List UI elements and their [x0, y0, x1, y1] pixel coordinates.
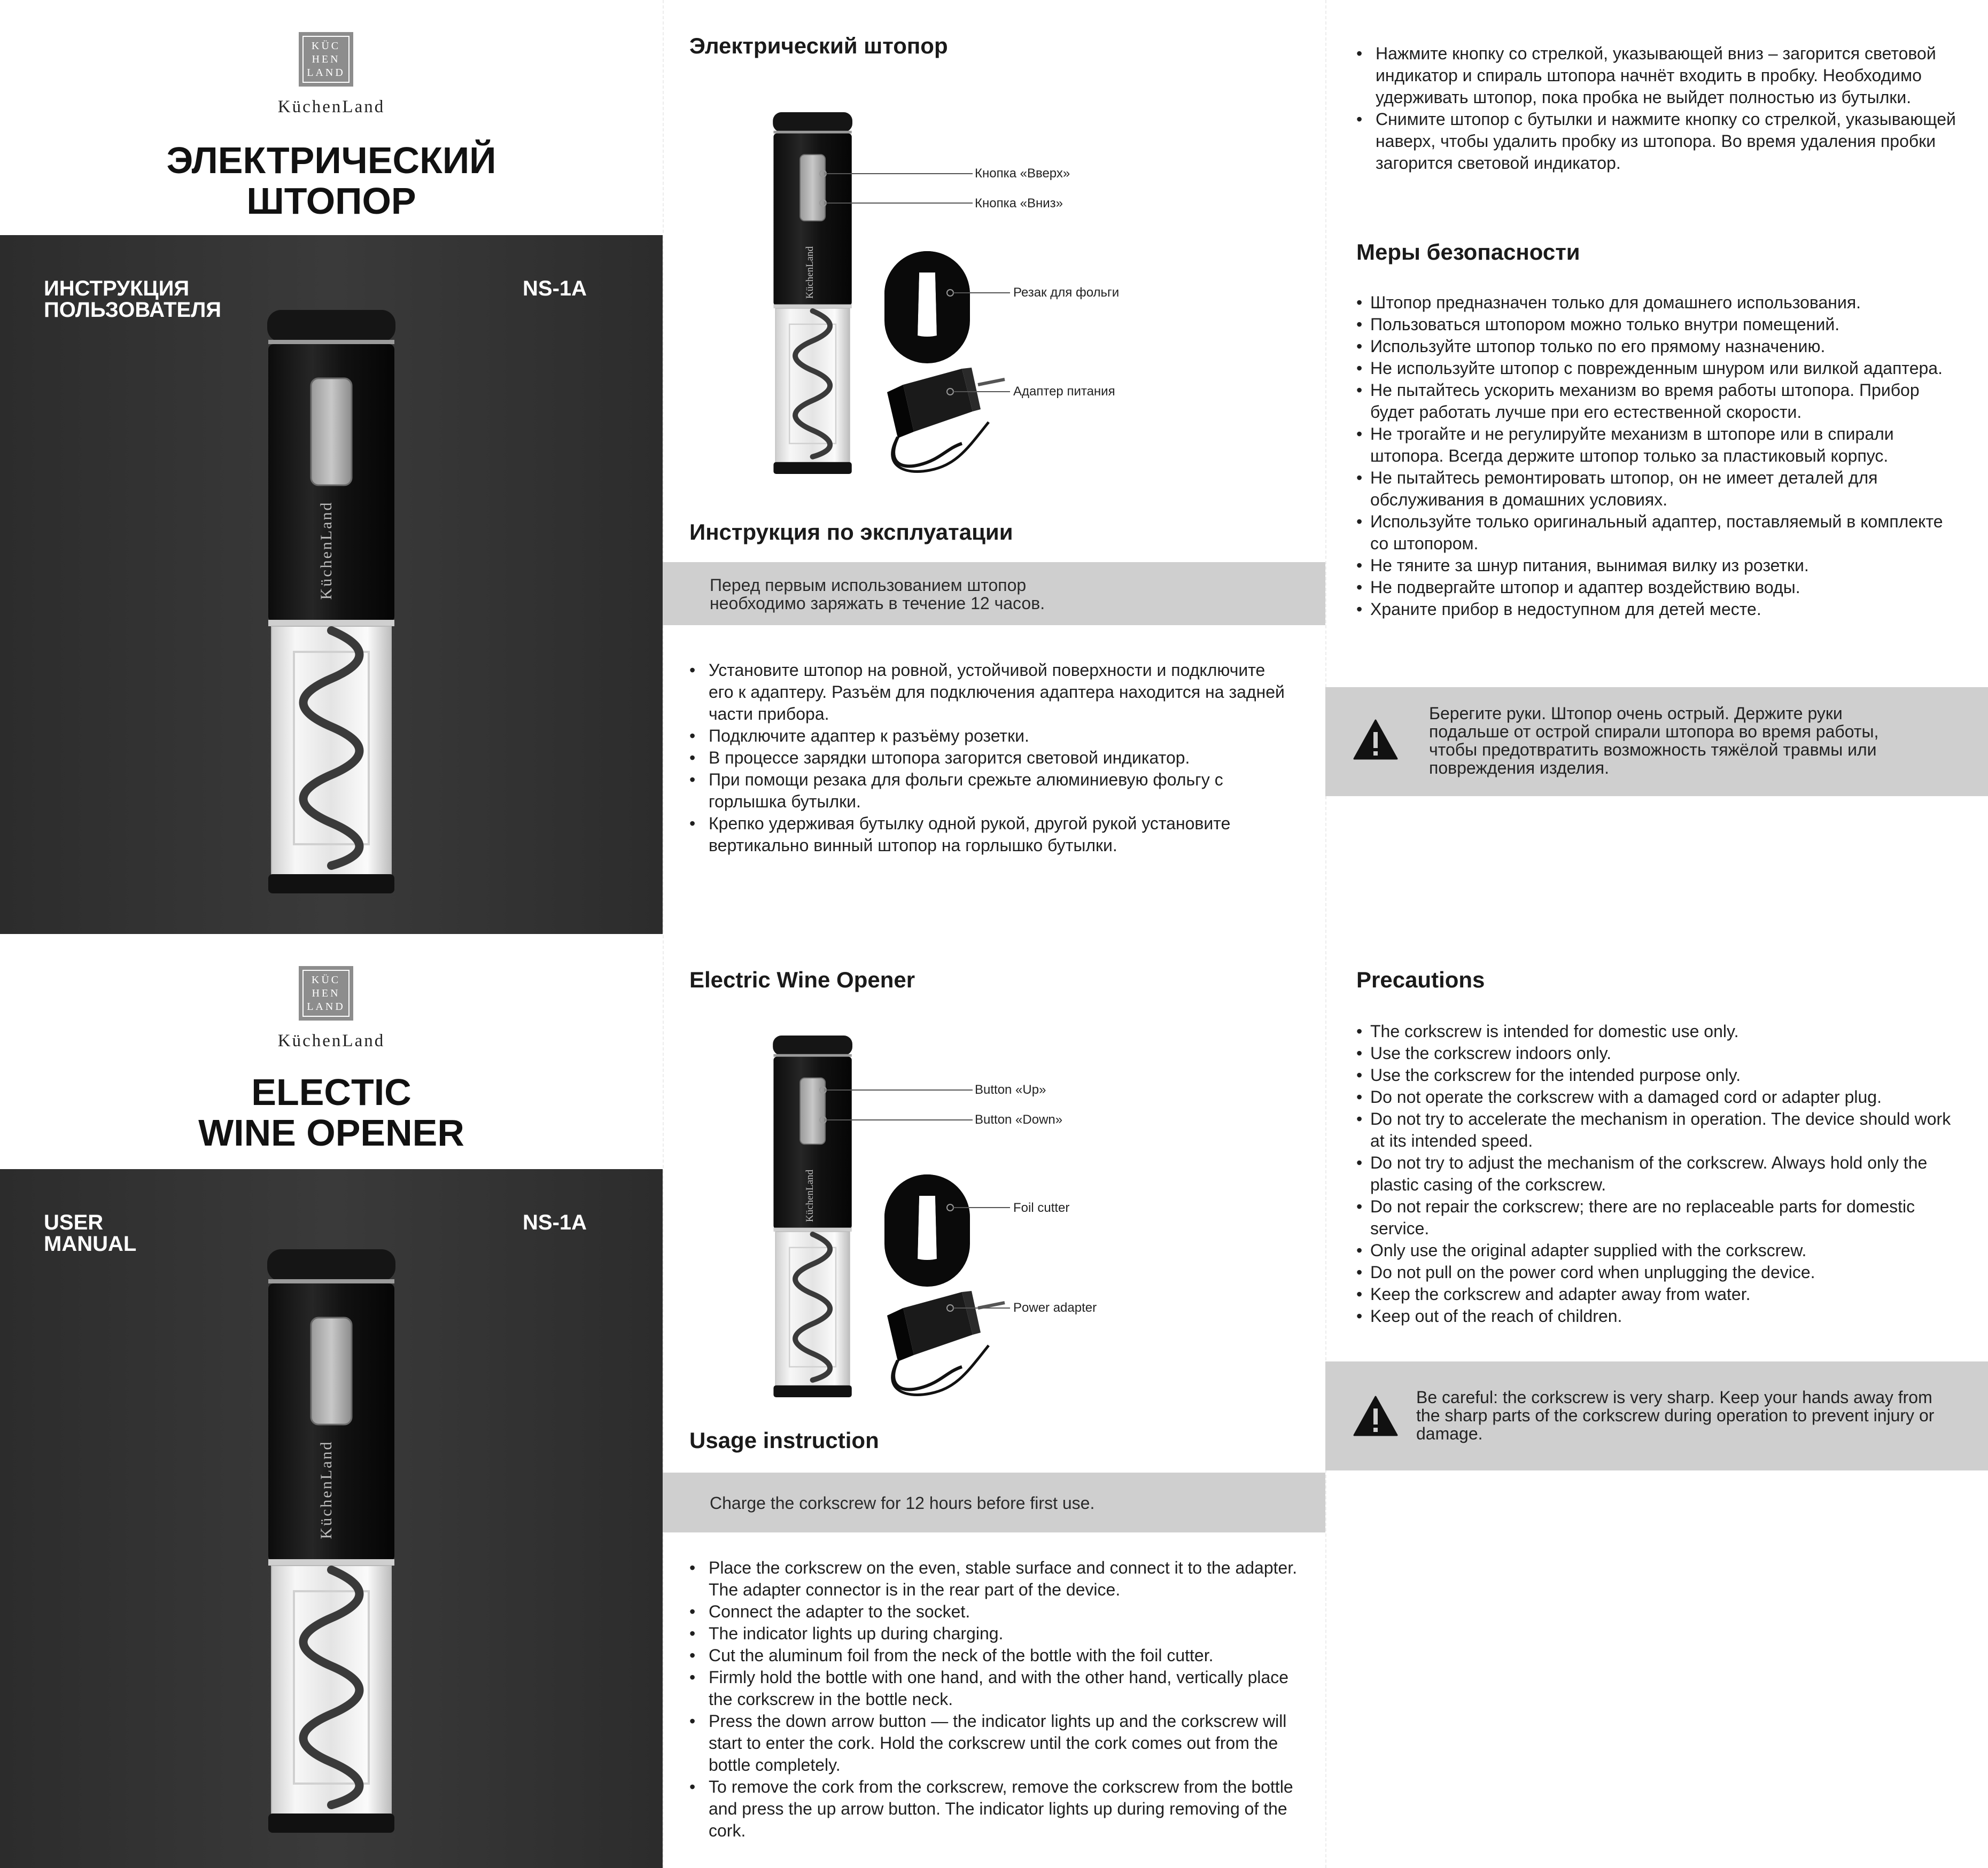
safety-item: • Не пытайтесь ускорить механизм во время работы штопора. Прибор будет работать лучше при его естественной скорости. [1356, 379, 1960, 423]
safety-item: • Не используйте штопор с поврежденным шнуром или вилкой адаптера. [1356, 357, 1960, 379]
usage-heading: Usage instruction [689, 1428, 879, 1453]
wine-opener-photo [262, 310, 401, 898]
safety-item: • Do not repair the corkscrew; there are no replaceable parts for domestic service. [1356, 1196, 1960, 1240]
usage-step: • Cut the aluminum foil from the neck of the bottle with the foil cutter. [689, 1645, 1299, 1667]
power-adapter-label: Power adapter [1013, 1301, 1097, 1315]
logo-line: KÜC [311, 40, 341, 52]
device-wordmark: KüchenLand [317, 1440, 335, 1539]
brand-logo [299, 966, 353, 1021]
model-label: NS-1A [523, 1211, 587, 1234]
warning-text: Берегите руки. Штопор очень острый. Держите руки подальше от острой спирали штопора во время работы, чтобы предотвратить возможность тяжёлой травмы или повреждения изделия. [1429, 704, 1879, 777]
device-wordmark: KüchenLand [317, 501, 335, 600]
button-up-label: Button «Up» [975, 1083, 1046, 1097]
usage-step: • The indicator lights up during charging. [689, 1623, 1299, 1645]
usage-step: • Подключите адаптер к разъёму розетки. [689, 725, 1288, 747]
safety-item: • Only use the original adapter supplied with the corkscrew. [1356, 1240, 1960, 1262]
diagram-heading: Электрический штопор [689, 33, 948, 58]
manual-label [44, 1212, 136, 1255]
device-wordmark: KüchenLand [804, 246, 816, 299]
safety-item: • Do not operate the corkscrew with a damaged cord or adapter plug. [1356, 1086, 1960, 1108]
column-divider [663, 0, 664, 1868]
device-wordmark: KüchenLand [804, 1169, 816, 1223]
safety-item: • Use the corkscrew for the intended purpose only. [1356, 1064, 1960, 1086]
usage-steps-continued [1356, 43, 1960, 174]
diagram-heading: Electric Wine Opener [689, 967, 915, 992]
manual-label [44, 278, 221, 321]
usage-steps [689, 1557, 1299, 1842]
usage-step: • В процессе зарядки штопора загорится световой индикатор. [689, 747, 1288, 769]
manual-label-line: ПОЛЬЗОВАТЕЛЯ [44, 298, 222, 322]
safety-item: • Do not pull on the power cord when unplugging the device. [1356, 1262, 1960, 1283]
usage-step: • Снимите штопор с бутылки и нажмите кнопку со стрелкой, указывающей наверх, чтобы удалить пробку из штопора. Во время удаления пробки загорится световой индикатор. [1356, 108, 1960, 174]
column-divider [1325, 0, 1326, 1868]
usage-step: • Firmly hold the bottle with one hand, and with the other hand, vertically place the corkscrew in the bottle neck. [689, 1667, 1299, 1710]
parts-diagram [748, 1036, 1176, 1410]
cover-panel-ru [0, 235, 663, 934]
logo-line: KÜC [311, 974, 341, 986]
usage-step: • Установите штопор на ровной, устойчивой поверхности и подключите его к адаптеру. Разъём для подключения адаптера находится на задней части прибора. [689, 659, 1288, 725]
safety-item: • Пользоваться штопором можно только внутри помещений. [1356, 314, 1960, 336]
usage-heading: Инструкция по эксплуатации [689, 519, 1013, 544]
safety-heading: Меры безопасности [1356, 239, 1580, 264]
logo-line: HEN [312, 987, 340, 999]
usage-steps [689, 659, 1288, 857]
safety-item: • Используйте только оригинальный адаптер, поставляемый в комплекте со штопором. [1356, 511, 1960, 555]
button-down-label: Button «Down» [975, 1112, 1063, 1127]
foil-cutter-label: Резак для фольги [1013, 285, 1120, 300]
brand-wordmark: KüchenLand [277, 97, 385, 116]
warning-icon [1353, 719, 1398, 760]
cover-title-line: ЭЛЕКТРИЧЕСКИЙ [166, 139, 496, 181]
usage-step: • Press the down arrow button — the indicator lights up and the corkscrew will start to enter the cork. Hold the corkscrew until the cork comes out from the bottle completely. [689, 1710, 1299, 1776]
manual-label-line: MANUAL [44, 1232, 137, 1256]
cover-title-en [0, 1072, 663, 1153]
usage-step: • To remove the cork from the corkscrew, remove the corkscrew from the bottle and press the up arrow button. The indicator lights up during removing of the cork. [689, 1776, 1299, 1842]
usage-step: • Place the corkscrew on the even, stable surface and connect it to the adapter. The adapter connector is in the rear part of the device. [689, 1557, 1299, 1601]
logo-line: LAND [307, 66, 345, 79]
safety-item: • Используйте штопор только по его прямому назначению. [1356, 336, 1960, 357]
cover-title-line: WINE OPENER [198, 1112, 464, 1154]
safety-heading: Precautions [1356, 967, 1485, 992]
manual-label-line: USER [44, 1211, 104, 1234]
safety-item: • Штопор предназначен только для домашнего использования. [1356, 292, 1960, 314]
charge-note-line: Перед первым использованием штопор [710, 575, 1027, 595]
safety-item: • Храните прибор в недоступном для детей месте. [1356, 598, 1960, 620]
charge-note [710, 576, 1045, 612]
cover-title-line: ШТОПОР [246, 180, 416, 222]
cover-title-line: ELECTIC [251, 1071, 411, 1113]
wine-opener-photo [262, 1249, 401, 1837]
button-down-label: Кнопка «Вниз» [975, 196, 1063, 211]
safety-item: • Не подвергайте штопор и адаптер воздействию воды. [1356, 577, 1960, 598]
foil-cutter-label: Foil cutter [1013, 1201, 1070, 1215]
power-adapter-label: Адаптер питания [1013, 384, 1115, 399]
manual-label-line: ИНСТРУКЦИЯ [44, 277, 190, 300]
button-up-label: Кнопка «Вверх» [975, 166, 1070, 181]
safety-item: • Не тяните за шнур питания, вынимая вилку из розетки. [1356, 555, 1960, 577]
usage-step: • Connect the adapter to the socket. [689, 1601, 1299, 1623]
cover-title-ru [0, 140, 663, 221]
safety-item: • Не трогайте и не регулируйте механизм в штопоре или в спирали штопора. Всегда держите штопор только за пластиковый корпус. [1356, 423, 1960, 467]
cover-panel-en [0, 1169, 663, 1868]
usage-step: • При помощи резака для фольги срежьте алюминиевую фольгу с горлышка бутылки. [689, 769, 1288, 813]
safety-item: • Use the corkscrew indoors only. [1356, 1042, 1960, 1064]
safety-item: • The corkscrew is intended for domestic use only. [1356, 1021, 1960, 1042]
safety-list [1356, 292, 1960, 620]
brand-wordmark: KüchenLand [277, 1031, 385, 1050]
brand-logo [299, 32, 353, 87]
model-label: NS-1A [523, 277, 587, 300]
safety-item: • Не пытайтесь ремонтировать штопор, он не имеет деталей для обслуживания в домашних условиях. [1356, 467, 1960, 511]
safety-list [1356, 1021, 1960, 1327]
usage-step: • Нажмите кнопку со стрелкой, указывающей вниз – загорится световой индикатор и спираль штопора начнёт входить в пробку. Необходимо удерживать штопор, пока пробка не выйдет полностью из бутылки. [1356, 43, 1960, 108]
safety-item: • Keep out of the reach of children. [1356, 1305, 1960, 1327]
safety-item: • Do not try to accelerate the mechanism in operation. The device should work at its intended speed. [1356, 1108, 1960, 1152]
charge-note-line: необходимо заряжать в течение 12 часов. [710, 594, 1045, 613]
warning-icon [1353, 1396, 1398, 1436]
logo-line: LAND [307, 1000, 345, 1013]
safety-item: • Keep the corkscrew and adapter away from water. [1356, 1283, 1960, 1305]
usage-step: • Крепко удерживая бутылку одной рукой, другой рукой установите вертикально винный штопор на горлышко бутылки. [689, 813, 1288, 857]
safety-item: • Do not try to adjust the mechanism of the corkscrew. Always hold only the plastic casing of the corkscrew. [1356, 1152, 1960, 1196]
logo-line: HEN [312, 53, 340, 65]
warning-text: Be careful: the corkscrew is very sharp. Keep your hands away from the sharp parts of the corkscrew during operation to prevent injury or damage. [1416, 1388, 1935, 1443]
charge-note: Charge the corkscrew for 12 hours before first use. [710, 1493, 1095, 1513]
